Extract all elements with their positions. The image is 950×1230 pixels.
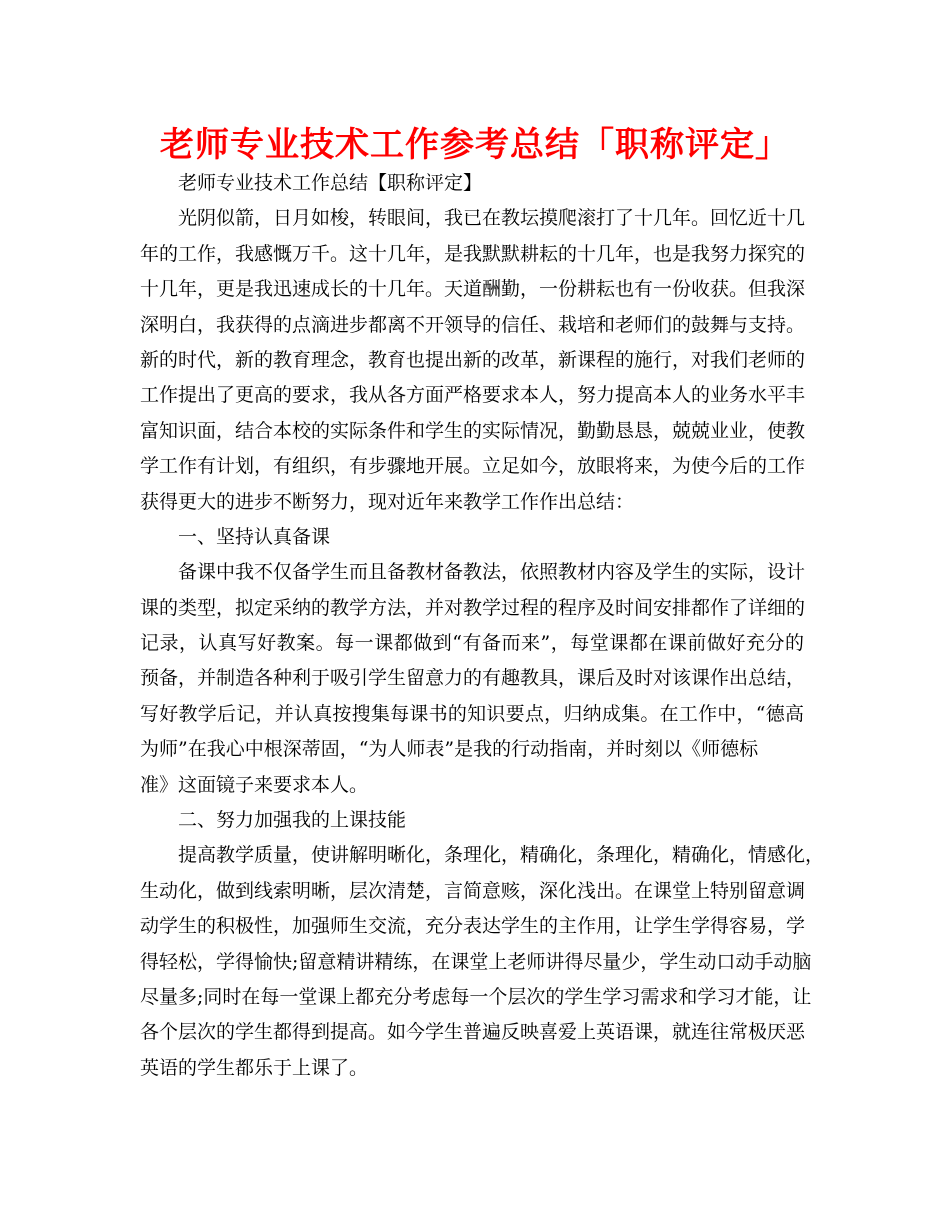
paragraph-line: 备课中我不仅备学生而且备教材备教法，依照教材内容及学生的实际，设计 bbox=[178, 561, 806, 584]
paragraph-line: 课的类型，拟定采纳的教学方法，并对教学过程的程序及时间安排都作了详细的 bbox=[140, 596, 806, 619]
paragraph-line: 获得更大的进步不断努力，现对近年来教学工作作出总结： bbox=[140, 490, 635, 513]
paragraph-line: 各个层次的学生都得到提高。如今学生普遍反映喜爱上英语课，就连往常极厌恶 bbox=[140, 1021, 806, 1044]
document-body bbox=[140, 166, 825, 1086]
paragraph-line: 生动化，做到线索明晰，层次清楚，言简意赅，深化浅出。在课堂上特别留意调 bbox=[140, 879, 806, 902]
paragraph-line: 学工作有计划，有组织，有步骤地开展。立足如今，放眼将来，为使今后的工作 bbox=[140, 455, 806, 478]
section-heading-2: 二、努力加强我的上课技能 bbox=[178, 809, 407, 832]
paragraph-line: 富知识面，结合本校的实际条件和学生的实际情况，勤勤恳恳，兢兢业业，使教 bbox=[140, 419, 806, 442]
paragraph-line: 新的时代，新的教育理念，教育也提出新的改革，新课程的施行，对我们老师的 bbox=[140, 348, 806, 371]
paragraph-line: 尽量多;同时在每一堂课上都充分考虑每一个层次的学生学习需求和学习才能，让 bbox=[140, 985, 812, 1008]
paragraph-line: 动学生的积极性，加强师生交流，充分表达学生的主作用，让学生学得容易，学 bbox=[140, 915, 806, 938]
paragraph-line: 预备，并制造各种利于吸引学生留意力的有趣教具，课后及时对该课作出总结， bbox=[140, 667, 806, 690]
paragraph-line: 得轻松，学得愉快;留意精讲精练，在课堂上老师讲得尽量少，学生动口动手动脑 bbox=[140, 950, 812, 973]
paragraph-line: 提高教学质量，使讲解明晰化，条理化，精确化，条理化，精确化，情感化， bbox=[178, 844, 825, 867]
section-heading-1: 一、坚持认真备课 bbox=[178, 525, 331, 548]
paragraph-line: 深明白，我获得的点滴进步都离不开领导的信任、栽培和老师们的鼓舞与支持。 bbox=[140, 313, 806, 336]
paragraph-line: 十几年，更是我迅速成长的十几年。天道酬勤，一份耕耘也有一份收获。但我深 bbox=[140, 278, 806, 301]
paragraph-line: 英语的学生都乐于上课了。 bbox=[140, 1056, 369, 1079]
document-title: 老师专业技术工作参考总结「职称评定」 bbox=[160, 125, 790, 165]
paragraph-line: 记录，认真写好教案。每一课都做到“有备而来”，每堂课都在课前做好充分的 bbox=[140, 632, 804, 655]
paragraph-line: 为师”在我心中根深蒂固，“为人师表”是我的行动指南，并时刻以《师德标 bbox=[140, 738, 759, 761]
paragraph-line: 光阴似箭，日月如梭，转眼间，我已在教坛摸爬滚打了十几年。回忆近十几 bbox=[178, 207, 806, 230]
paragraph-intro bbox=[140, 201, 804, 520]
paragraph-teaching-skills bbox=[140, 838, 825, 1086]
paragraph-line: 工作提出了更高的要求，我从各方面严格要求本人，努力提高本人的业务水平丰 bbox=[140, 384, 806, 407]
document-subtitle: 老师专业技术工作总结【职称评定】 bbox=[178, 172, 483, 194]
paragraph-lesson-prep bbox=[140, 555, 804, 803]
paragraph-line: 年的工作，我感慨万千。这十几年，是我默默耕耘的十几年，也是我努力探究的 bbox=[140, 242, 806, 265]
paragraph-line: 写好教学后记，并认真按搜集每课书的知识要点，归纳成集。在工作中，“德高 bbox=[140, 702, 804, 725]
paragraph-line: 准》这面镜子来要求本人。 bbox=[140, 773, 369, 796]
